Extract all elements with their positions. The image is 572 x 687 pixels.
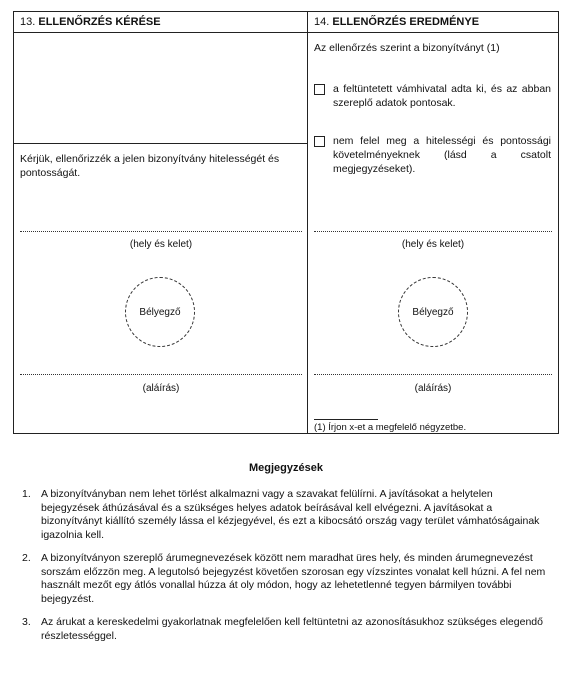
place-date-caption: (hely és kelet) [401, 239, 465, 250]
signature-line[interactable] [20, 374, 302, 375]
notes-title: Megjegyzések [249, 462, 323, 474]
result-intro: Az ellenőrzés szerint a bizonyítványt (1) [314, 42, 500, 54]
stamp-label: Bélyegző [412, 306, 454, 318]
note-item [22, 616, 548, 643]
signature-line[interactable] [314, 374, 552, 375]
checkbox-not-authentic[interactable] [314, 136, 325, 147]
verification-form [13, 11, 559, 434]
footnote-text: (1) Írjon x-et a megfelelő négyzetbe. [314, 422, 467, 433]
request-text: Kérjük, ellenőrizzék a jelen bizonyítvány hitelességét és pontosságát. [20, 153, 280, 179]
box-14-header [308, 12, 558, 33]
note-text: A bizonyítványon szereplő árumegnevezések között nem maradhat üres hely, és minden árumegnevezést sorszám előzzön meg. A legutolsó bejegyzést követően szorosan egy vízszintes vonalat kell húzni. A fel nem használt mezőt egy átlós vonallal húzza át oly módon, hogy az lehetetlenné tegyen bármilyen további bejegyzést. [41, 552, 546, 605]
stamp-label: Bélyegző [139, 306, 181, 318]
stamp-area [398, 277, 468, 347]
place-date-line[interactable] [20, 231, 302, 232]
box-14-result [308, 12, 558, 433]
box-13-request [14, 12, 308, 433]
box-14-title: ELLENŐRZÉS EREDMÉNYE [332, 16, 480, 28]
note-text: Az árukat a kereskedelmi gyakorlatnak megfelelően kell feltüntetni az azonosításukhoz szükséges elegendő részletességgel. [41, 616, 543, 642]
option-not-authentic-text: nem felel meg a hitelességi és pontossági követelményeknek (lásd a csatolt megjegyzéseket). [333, 135, 551, 175]
note-number: 2. [22, 552, 31, 564]
signature-caption: (aláírás) [142, 383, 180, 394]
footnote-rule [314, 419, 378, 420]
note-item [22, 488, 548, 542]
note-item [22, 552, 548, 606]
note-text: A bizonyítványban nem lehet törlést alkalmazni vagy a szavakat felülírni. A javításokat a helytelen bejegyzések áthúzásával és a szükséges helyes adatok beírásával kell elvégezni. A javításokat a bizonyítványt kiállító személy lássa el kézjegyével, és ezt a kibocsátó ország vagy terület vámhatóságainak igazolnia kell. [41, 488, 540, 541]
note-number: 3. [22, 616, 31, 628]
note-number: 1. [22, 488, 31, 500]
place-date-line[interactable] [314, 231, 552, 232]
box-13-number: 13. [20, 16, 36, 28]
box-13-divider [14, 143, 307, 144]
place-date-caption: (hely és kelet) [129, 239, 193, 250]
box-13-title: ELLENŐRZÉS KÉRÉSE [38, 16, 161, 28]
checkbox-authentic[interactable] [314, 84, 325, 95]
stamp-area [125, 277, 195, 347]
signature-caption: (aláírás) [414, 383, 452, 394]
box-13-header [14, 12, 307, 33]
box-14-number: 14. [314, 16, 330, 28]
option-authentic-text: a feltüntetett vámhivatal adta ki, és az abban szereplő adatok pontosak. [333, 83, 551, 109]
notes-list [22, 488, 548, 653]
